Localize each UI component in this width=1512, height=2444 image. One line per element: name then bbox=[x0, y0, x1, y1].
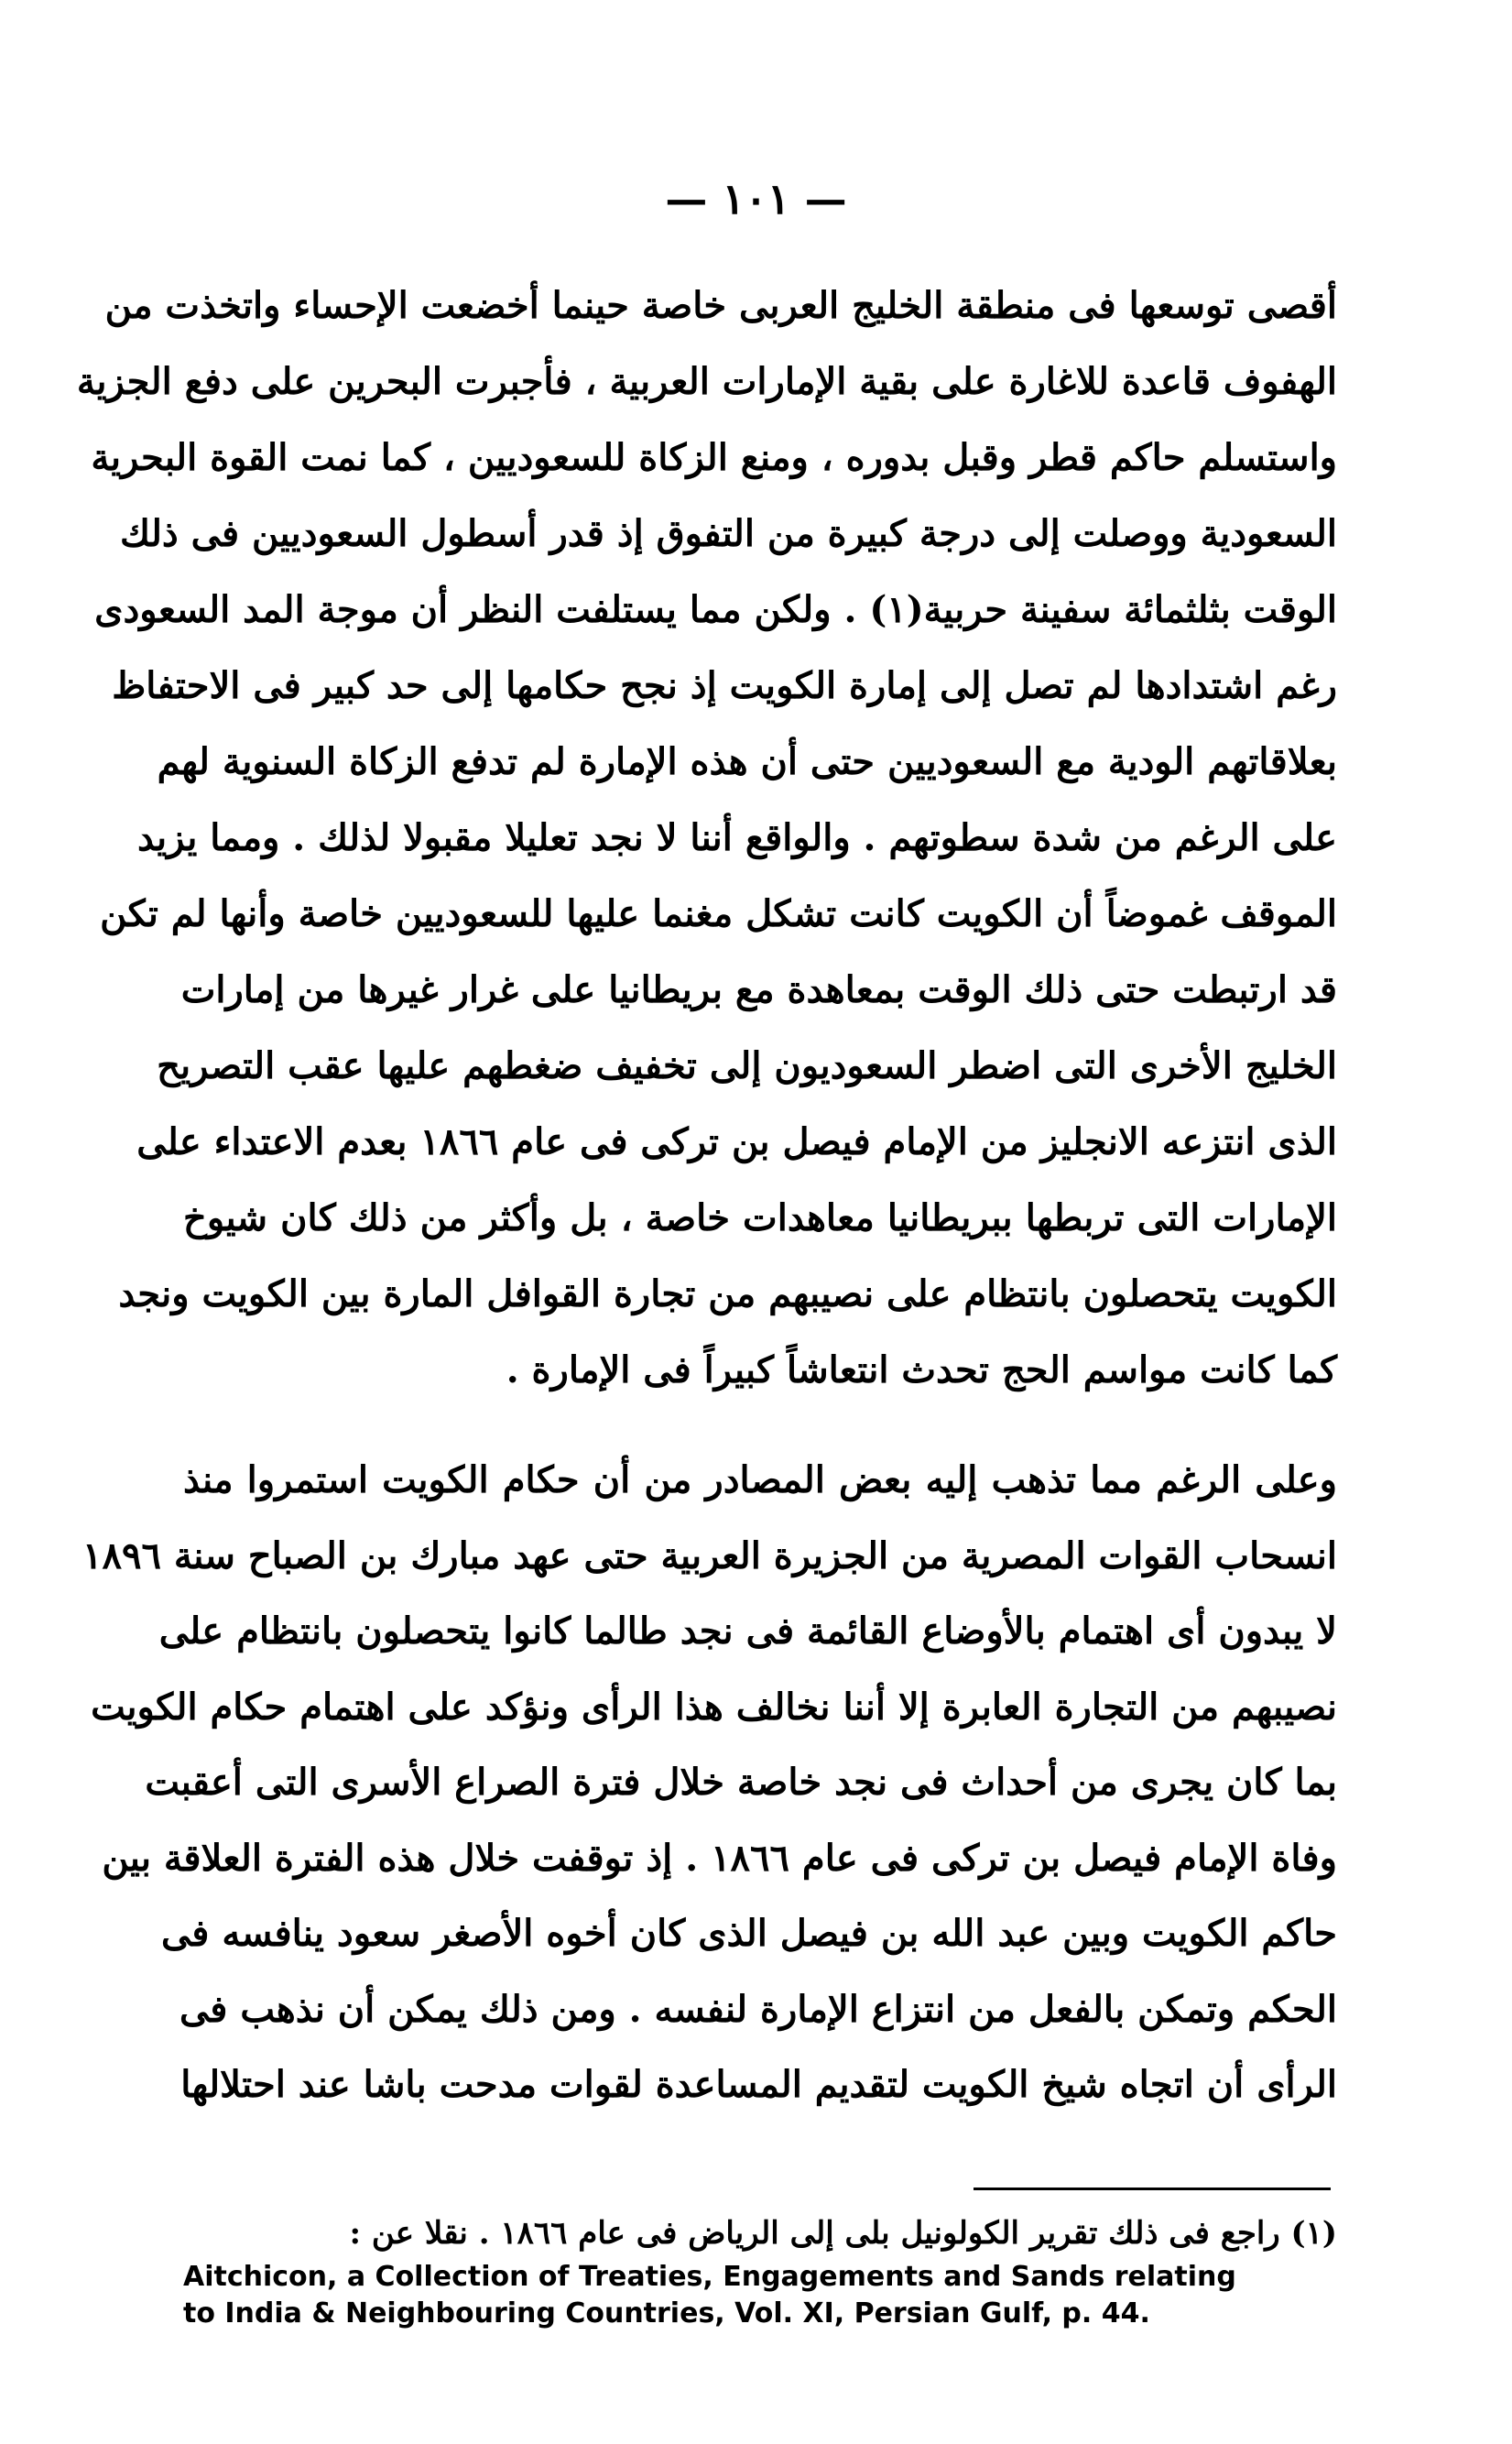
text-line: بعلاقاتهم الودية مع السعوديين حتى أن هذه الإمارة لم تدفع الزكاة السنوية لهم bbox=[157, 740, 1337, 783]
text-line: الإمارات التى تربطها ببريطانيا معاهدات خاصة ، بل وأكثر من ذلك كان شيوخ bbox=[183, 1196, 1337, 1239]
text-line: قد ارتبطت حتى ذلك الوقت بمعاهدة مع بريطانيا على غرار غيرها من إمارات bbox=[180, 968, 1337, 1011]
text-line: الذى انتزعه الانجليز من الإمام فيصل بن تركى فى عام ١٨٦٦ بعدم الاعتداء على bbox=[136, 1120, 1337, 1163]
text-line: وعلى الرغم مما تذهب إليه بعض المصادر من أن حكام الكويت استمروا منذ bbox=[183, 1458, 1337, 1501]
text-line: رغم اشتدادها لم تصل إلى إمارة الكويت إذ نجح حكامها إلى حد كبير فى الاحتفاظ bbox=[112, 664, 1337, 707]
text-line: حاكم الكويت وبين عبد الله بن فيصل الذى كان أخوه الأصغر سعود ينافسه فى bbox=[160, 1912, 1337, 1955]
text-line: انسحاب القوات المصرية من الجزيرة العربية حتى عهد مبارك بن الصباح سنة ١٨٩٦ bbox=[82, 1533, 1337, 1577]
footnote-citation-line: to India & Neighbouring Countries, Vol. XI, Persian Gulf, p. 44. bbox=[183, 2297, 1150, 2329]
text-line: على الرغم من شدة سطوتهم . والواقع أننا لا نجد تعليلا مقبولا لذلك . ومما يزيد bbox=[137, 816, 1337, 859]
footnote-citation-line: Aitchicon, a Collection of Treaties, Engagements and Sands relating bbox=[183, 2261, 1236, 2293]
text-line: وفاة الإمام فيصل بن تركى فى عام ١٨٦٦ . إذ توقفت خلال هذه الفترة العلاقة بين bbox=[102, 1836, 1337, 1880]
text-line: الكويت يتحصلون بانتظام على نصيبهم من تجارة القوافل المارة بين الكويت ونجد bbox=[118, 1272, 1337, 1315]
footnote-arabic: (١) راجع فى ذلك تقرير الكولونيل بلى إلى الرياض فى عام ١٨٦٦ . نقلا عن : bbox=[349, 2215, 1337, 2252]
text-line: بما كان يجرى من أحداث فى نجد خاصة خلال فترة الصراع الأسرى التى أعقبت bbox=[145, 1761, 1337, 1804]
text-line: أقصى توسعها فى منطقة الخليج العربى خاصة حينما أخضعت الإحساء واتخذت من bbox=[104, 284, 1337, 327]
text-line: واستسلم حاكم قطر وقبل بدوره ، ومنع الزكاة للسعوديين ، كما نمت القوة البحرية bbox=[91, 436, 1337, 479]
paragraph-1 bbox=[76, 267, 1337, 1408]
text-line: كما كانت مواسم الحج تحدث انتعاشاً كبيراً فى الإمارة . bbox=[506, 1348, 1337, 1391]
text-line: الخليج الأخرى التى اضطر السعوديون إلى تخفيف ضغطهم عليها عقب التصريح bbox=[157, 1044, 1337, 1087]
text-line: لا يبدون أى اهتمام بالأوضاع القائمة فى نجد طالما كانوا يتحصلون بانتظام على bbox=[158, 1609, 1337, 1653]
footnote bbox=[183, 2208, 1337, 2332]
text-line: الرأى أن اتجاه شيخ الكويت لتقديم المساعدة لقوات مدحت باشا عند احتلالها bbox=[180, 2063, 1337, 2106]
text-line: السعودية ووصلت إلى درجة كبيرة من التفوق إذ قدر أسطول السعوديين فى ذلك bbox=[119, 512, 1337, 555]
page-number: — ١٠١ — bbox=[665, 174, 847, 224]
paragraph-2 bbox=[82, 1443, 1337, 2123]
text-line: الوقت بثلثمائة سفينة حربية(١) . ولكن مما يستلفت النظر أن موجة المد السعودى bbox=[94, 588, 1337, 631]
text-line: الحكم وتمكن بالفعل من انتزاع الإمارة لنفسه . ومن ذلك يمكن أن نذهب فى bbox=[179, 1987, 1337, 2031]
text-line: الموقف غموضاً أن الكويت كانت تشكل مغنما عليها للسعوديين خاصة وأنها لم تكن bbox=[100, 892, 1337, 935]
text-line: نصيبهم من التجارة العابرة إلا أننا نخالف هذا الرأى ونؤكد على اهتمام حكام الكويت bbox=[91, 1685, 1337, 1729]
footnote-divider bbox=[974, 2188, 1331, 2190]
text-line: الهفوف قاعدة للاغارة على بقية الإمارات العربية ، فأجبرت البحرين على دفع الجزية bbox=[76, 360, 1337, 403]
